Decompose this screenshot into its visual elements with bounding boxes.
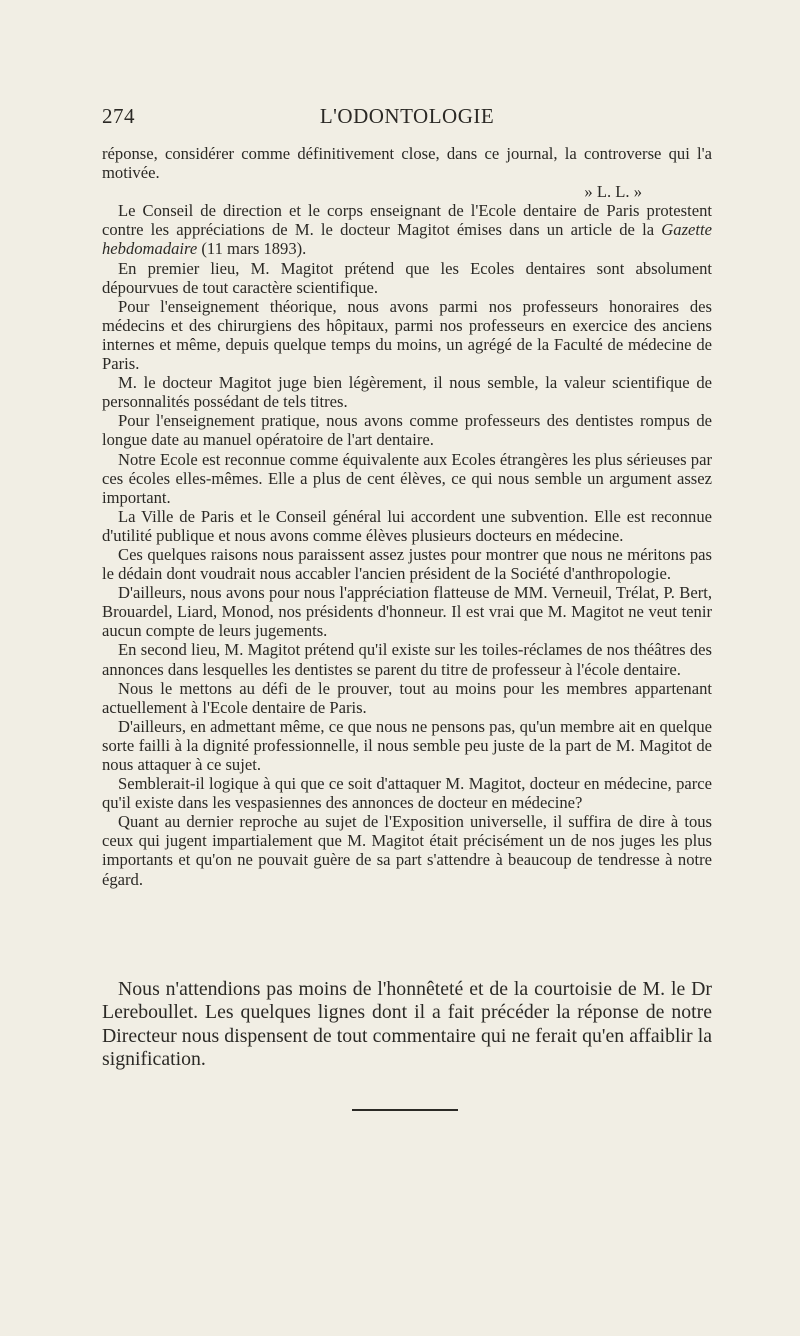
paragraph-continuation: réponse, considérer comme définitivement close, dans ce journal, la controverse qui l'a motivée. — [102, 144, 712, 183]
paragraph-protest — [102, 201, 712, 258]
page-number: 274 — [102, 104, 135, 128]
paragraph-protest-date: (11 mars 1893). — [197, 239, 307, 259]
paragraph-exposition: Quant au dernier reproche au sujet de l'Exposition universelle, il suffira de dire à tous ceux qui jugent impartialement que M. Magitot était précisément un de nos juges les plus importants et qu'on ne pouvait guère de sa part s'attendre à beaucoup de tendresse à notre égard. — [102, 812, 712, 889]
article-body — [102, 144, 712, 889]
paragraph-analogy: Semblerait-il logique à qui que ce soit d'attaquer M. Magitot, docteur en médecine, parce qu'il existe dans les vespasiennes des annonces de docteur en médecine? — [102, 774, 712, 813]
running-header — [102, 104, 712, 134]
signature-initials: » L. L. » — [584, 182, 642, 202]
gazette-title: Gazette hebdomadaire — [102, 220, 712, 259]
paragraph-reasons: Ces quelques raisons nous paraissent assez justes pour montrer que nous ne méritons pas le dédain dont voudrait nous accabler l'ancien président de la Société d'anthropologie. — [102, 544, 712, 584]
paragraph-school-recognition: Notre Ecole est reconnue comme équivalente aux Ecoles étrangères les plus sérieuses par ces écoles elles-mêmes. Elle a plus de cent élèves, ce qui nous semble un argument assez important. — [102, 449, 712, 507]
paragraph-practical-teaching: Pour l'enseignement pratique, nous avons comme professeurs des dentistes rompus de longue date au manuel opératoire de l'art dentaire. — [102, 411, 712, 450]
paragraph-subsidy: La Ville de Paris et le Conseil général lui accordent une subvention. Elle est reconnue d'utilité publique et nous avons comme élèves plusieurs docteurs en médecine. — [102, 506, 712, 545]
journal-title: L'ODONTOLOGIE — [319, 104, 495, 128]
paragraph-scientific-value: M. le docteur Magitot juge bien légèrement, il nous semble, la valeur scientifique de personnalités possédant de tels titres. — [102, 373, 712, 412]
paragraph-professional-dignity: D'ailleurs, en admettant même, ce que nous ne pensons pas, qu'un membre ait en quelque sorte failli à la dignité professionnelle, il nous semble peu juste de la part de M. Magitot de nous attaquer à ce sujet. — [102, 716, 712, 774]
paragraph-theoretical-teaching: Pour l'enseignement théorique, nous avons parmi nos professeurs honoraires des médecins et des chirurgiens des hôpitaux, parmi nos professeurs en exercice des anciens internes et même, depuis quelque temps du moins, un agrégé de la Faculté de médecine de Paris. — [102, 296, 712, 374]
paragraph-presidents: D'ailleurs, nous avons pour nous l'appréciation flatteuse de MM. Verneuil, Trélat, P. Bert, Brouardel, Liard, Monod, nos présidents d'honneur. Il est vrai que M. Magitot ne veut tenir aucun compte de leurs jugements. — [102, 583, 712, 641]
paragraph-challenge: Nous le mettons au défi de le prouver, tout au moins pour les membres appartenant actuellement à l'Ecole dentaire de Paris. — [102, 678, 712, 717]
paragraph-protest-text: Le Conseil de direction et le corps enseignant de l'Ecole dentaire de Paris protestent contre les appréciations de M. le docteur Magitot émises dans un article de la — [102, 201, 712, 240]
closing-rule — [352, 1109, 458, 1111]
paragraph-second-point: En second lieu, M. Magitot prétend qu'il existe sur les toiles-réclames de nos théâtres des annonces dans lesquelles les dentistes se parent du titre de professeur à l'école dentaire. — [102, 640, 712, 679]
paragraph-first-point: En premier lieu, M. Magitot prétend que les Ecoles dentaires sont absolument dépourvues de tout caractère scientifique. — [102, 258, 712, 297]
editorial-note: Nous n'attendions pas moins de l'honnêteté et de la courtoisie de M. le Dr Lereboullet. Les quelques lignes dont il a fait précéder la réponse de notre Directeur nous dispensent de tout commentaire qui ne ferait qu'en affaiblir la signification. — [102, 978, 712, 1070]
